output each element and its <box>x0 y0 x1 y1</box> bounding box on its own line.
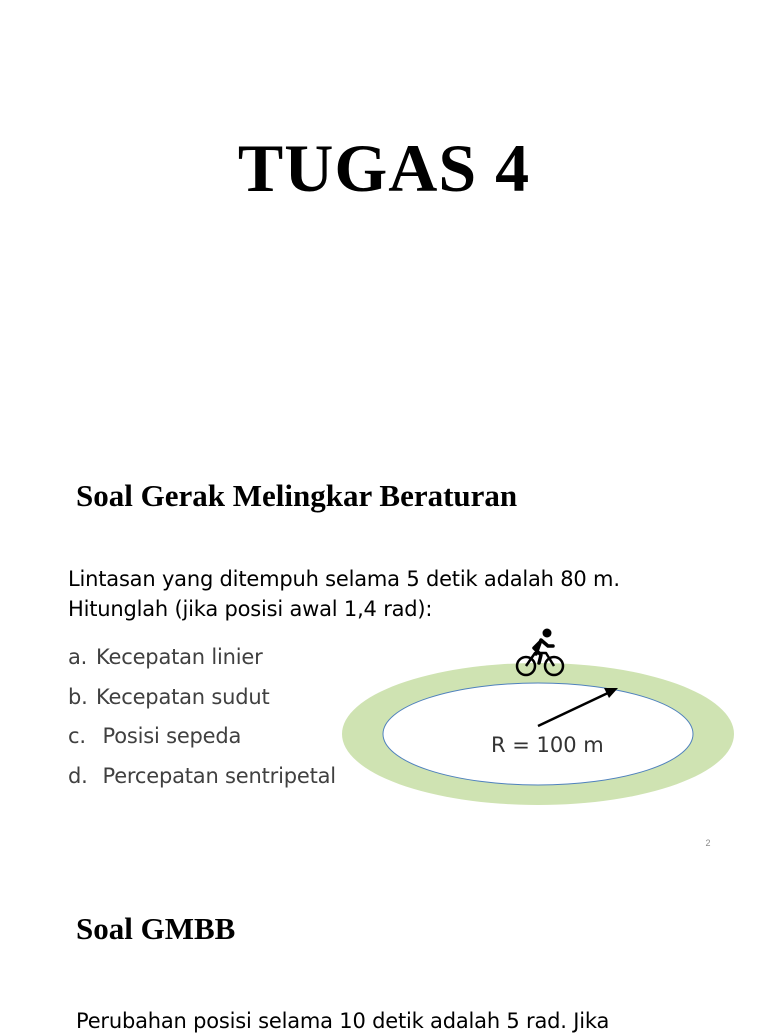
radius-label: R = 100 m <box>491 733 604 757</box>
item-letter: b. <box>68 684 88 709</box>
list-item <box>68 638 336 678</box>
item-letter: a. <box>68 645 88 669</box>
question-items <box>68 638 336 796</box>
list-item <box>68 678 336 718</box>
question-text <box>68 564 620 624</box>
item-text: Kecepatan linier <box>96 645 263 669</box>
item-letter: c. <box>68 724 86 748</box>
slide-title: TUGAS 4 <box>237 130 531 206</box>
question-line-1: Lintasan yang ditempuh selama 5 detik adalah 80 m. <box>68 567 620 591</box>
circular-track-diagram <box>336 622 740 808</box>
item-text: Percepatan sentripetal <box>102 763 336 788</box>
section-heading-gmbb: Soal GMBB <box>76 911 236 946</box>
list-item <box>68 757 336 797</box>
question-line-2: Hitunglah (jika posisi awal 1,4 rad): <box>68 597 433 621</box>
item-text: Kecepatan sudut <box>96 684 270 709</box>
item-text: Posisi sepeda <box>102 724 242 748</box>
page-number: 2 <box>705 838 711 848</box>
section-heading-gmb: Soal Gerak Melingkar Beraturan <box>76 478 518 513</box>
list-item <box>68 717 336 757</box>
item-letter: d. <box>68 763 88 788</box>
question-text-partial: Perubahan posisi selama 10 detik adalah 5 rad. Jika <box>76 1009 610 1033</box>
